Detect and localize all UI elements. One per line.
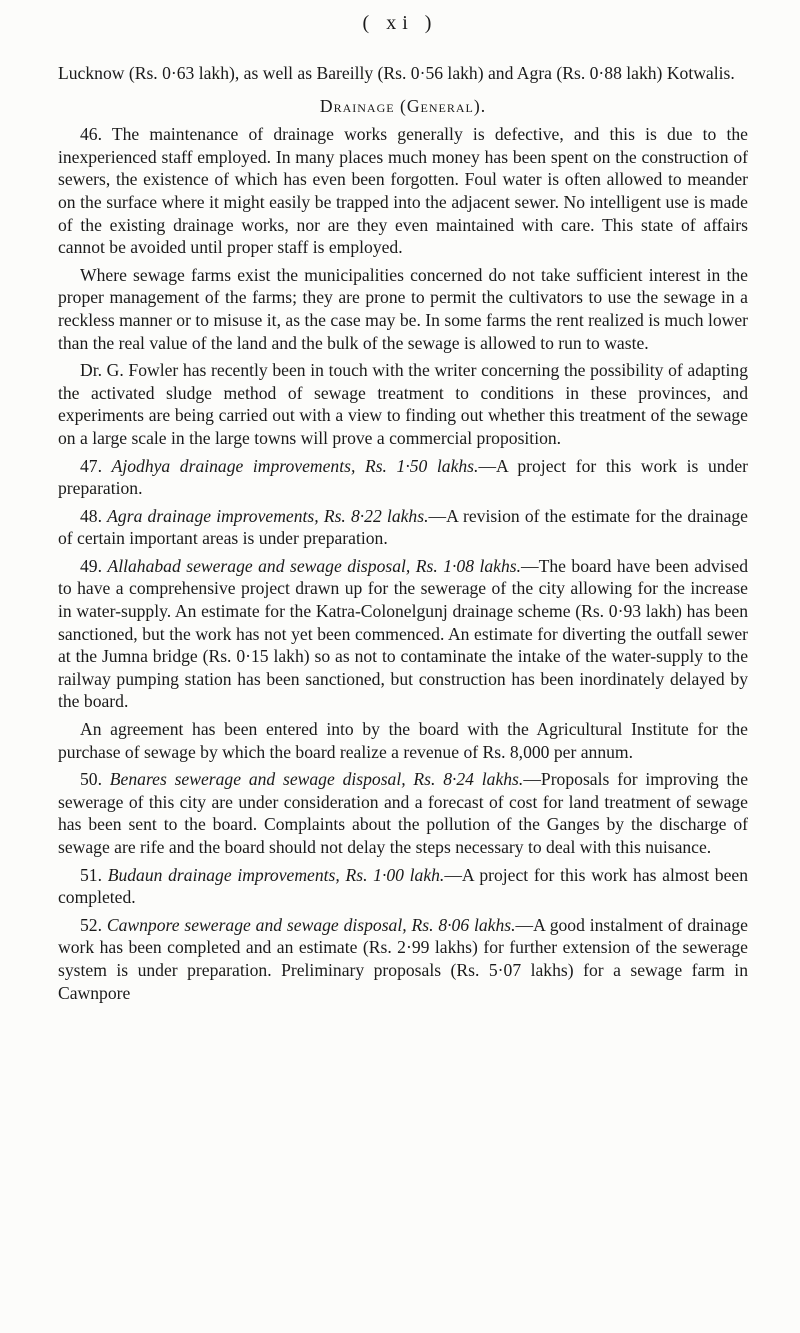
paragraph-subject: Allahabad sewerage and sewage disposal, Rs. 1·08 lakhs. — [107, 555, 521, 576]
paragraph-body: —A project for this work has almost been completed. — [58, 864, 748, 908]
paragraph-number: 48. — [80, 505, 102, 526]
paragraph-subject: Cawnpore sewerage and sewage disposal, Rs. 8·06 lakhs. — [106, 914, 516, 935]
paragraph-body: —Proposals for improving the sewerage of this city are under consideration and a forecast of cost for land treatment of sewage has been sent to the board. Complaints about the pollution of the Ganges by the discharge of sewage are rife and the board should not delay the steps necessary to deal with this nuisance. — [58, 769, 749, 857]
paragraph-46: 46. The maintenance of drainage works generally is defective, and this is due to the inexperienced staff employed. In many places much money has been spent on the construction of sewers, the existence of which has even been forgotten. Foul water is often allowed to meander on the surface where it might easily be trapped into the adjacent sewer. No intelligent use is made of the existing drainage works, nor are they even maintained with care. This state of affairs cannot be avoided until proper staff is employed. — [58, 124, 748, 258]
paragraph-50 — [58, 768, 748, 858]
paragraph-49 — [58, 555, 748, 713]
paragraph-number: 49. — [80, 555, 102, 576]
paragraph-subject: Benares sewerage and sewage disposal, Rs. 8·24 lakhs. — [109, 769, 524, 790]
paragraph-number: 50. — [80, 769, 102, 790]
paragraph-47 — [58, 455, 748, 500]
paragraph-subject: Agra drainage improvements, Rs. 8·22 lakhs. — [107, 505, 429, 526]
paragraph-body: —A project for this work is under preparation. — [58, 455, 748, 499]
paragraph-48 — [58, 505, 748, 550]
paragraph-subject: Budaun drainage improvements, Rs. 1·00 lakh. — [107, 864, 445, 885]
paragraph-52 — [58, 914, 748, 1004]
body-text — [58, 62, 748, 1009]
paragraph-49-agreement: An agreement has been entered into by the board with the Agricultural Institute for the purchase of sewage by which the board realize a revenue of Rs. 8,000 per annum. — [58, 719, 748, 762]
intro-paragraph: Lucknow (Rs. 0·63 lakh), as well as Bareilly (Rs. 0·56 lakh) and Agra (Rs. 0·88 lakh) Kotwalis. — [58, 63, 735, 83]
paragraph-number: 51. — [80, 864, 102, 885]
paragraph-51 — [58, 864, 748, 909]
paragraph-body: —A revision of the estimate for the drainage of certain important areas is under preparation. — [58, 505, 748, 549]
section-heading: Drainage (General). — [319, 95, 487, 116]
paragraph-body: —A good instalment of drainage work has been completed and an estimate (Rs. 2·99 lakhs) for further extension of the sewerage system is under preparation. Preliminary proposals (Rs. 5·07 lakhs) for a sewage farm in Cawnpore — [58, 914, 748, 1003]
paragraph-number: 52. — [80, 914, 102, 935]
paragraph-body: —The board have been advised to have a comprehensive project drawn up for the sewerage of the city allowing for the increase in water-supply. An estimate for the Katra-Colonelgunj drainage scheme (Rs. 0·93 lakh) has been sanctioned, but the work has not yet been commenced. An estimate for diverting the outfall sewer at the Jumna bridge (Rs. 0·15 lakh) so as not to contaminate the intake of the water-supply to the railway pumping station has been sanctioned, but construction has been inordinately delayed by the board. — [58, 555, 749, 712]
paragraph-subject: Ajodhya drainage improvements, Rs. 1·50 lakhs. — [111, 455, 479, 476]
paragraph-46-activated-sludge: Dr. G. Fowler has recently been in touch with the writer concerning the possibility of adapting the activated sludge method of sewage treatment to conditions in these provinces, and experiments are being carried out with a view to finding out whether this treatment of the sewage on a large scale in the large towns will prove a commercial proposition. — [58, 360, 748, 448]
page-number: ( xi ) — [362, 12, 438, 34]
paragraph-46-sewage-farms: Where sewage farms exist the municipalities concerned do not take sufficient interest in the proper management of the farms; they are prone to permit the cultivators to use the sewage in a reckless manner or to misuse it, as the case may be. In some farms the rent realized is much lower than the real value of the land and the bulk of the sewage is allowed to run to waste. — [58, 264, 748, 353]
paragraph-number: 47. — [80, 455, 102, 476]
